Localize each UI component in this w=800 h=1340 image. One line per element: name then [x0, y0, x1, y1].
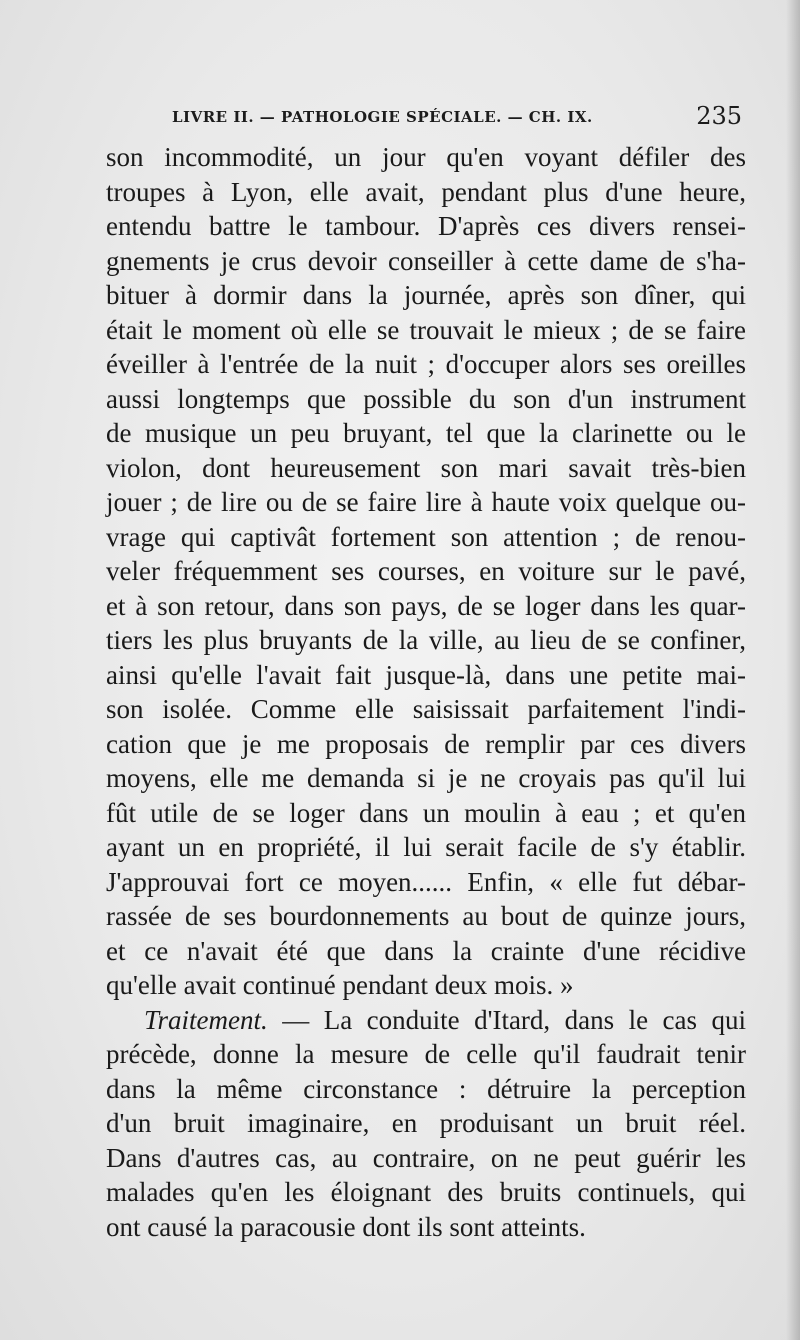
- text-line: son isolée. Comme elle saisissait parfaitement l'indi-: [106, 694, 746, 724]
- text-line: ont causé la paracousie dont ils sont atteints.: [106, 1211, 586, 1242]
- text-line: d'un bruit imaginaire, en produisant un bruit réel.: [106, 1108, 746, 1138]
- body-text: [106, 140, 746, 1244]
- page-gutter-shadow: [786, 0, 800, 1340]
- text-line: et ce n'avait été que dans la crainte d'une récidive: [106, 935, 746, 966]
- running-head: [172, 102, 742, 132]
- text-line: vrage qui captivât fortement son attention ; de renou-: [106, 521, 746, 552]
- text-line: jouer ; de lire ou de se faire lire à haute voix quelque ou-: [106, 487, 746, 517]
- text-line: entendu battre le tambour. D'après ces divers rensei-: [106, 211, 746, 241]
- text-line: ayant un en propriété, il lui serait facile de s'y établir.: [106, 832, 746, 862]
- text-line: fût utile de se loger dans un moulin à eau ; et qu'en: [106, 797, 746, 828]
- text-line: Dans d'autres cas, au contraire, on ne peut guérir les: [106, 1142, 746, 1173]
- running-head-title: LIVRE II. — PATHOLOGIE SPÉCIALE. — CH. IX.: [172, 108, 593, 126]
- text-line: rassée de ses bourdonnements au bout de quinze jours,: [106, 901, 746, 931]
- text-line: dans la même circonstance : détruire la perception: [106, 1073, 746, 1104]
- text-line: ainsi qu'elle l'avait fait jusque-là, dans une petite mai-: [106, 659, 746, 690]
- text-line: éveiller à l'entrée de la nuit ; d'occuper alors ses oreilles: [106, 349, 746, 379]
- text-line: et à son retour, dans son pays, de se loger dans les quar-: [106, 590, 746, 621]
- text-line: moyens, elle me demanda si je ne croyais pas qu'il lui: [106, 763, 746, 793]
- text-line: violon, dont heureusement son mari savait très-bien: [106, 452, 746, 483]
- text-line: tiers les plus bruyants de la ville, au lieu de se confiner,: [106, 625, 746, 655]
- text-line: son incommodité, un jour qu'en voyant défiler des: [106, 142, 746, 172]
- text-line: de musique un peu bruyant, tel que la clarinette ou le: [106, 418, 746, 448]
- text-line: était le moment où elle se trouvait le mieux ; de se faire: [106, 314, 746, 345]
- text-line: veler fréquemment ses courses, en voiture sur le pavé,: [106, 556, 746, 586]
- lead-line-rest: — La conduite d'Itard, dans le cas qui: [267, 1004, 746, 1035]
- text-line: précède, donne la mesure de celle qu'il faudrait tenir: [106, 1039, 746, 1069]
- paragraph-lead-line: [106, 1003, 746, 1038]
- section-lead-italic: Traitement.: [144, 1004, 268, 1035]
- text-line: J'approuvai fort ce moyen...... Enfin, « elle fut débar-: [106, 866, 746, 897]
- text-line: gnements je crus devoir conseiller à cette dame de s'ha-: [106, 245, 746, 276]
- page-number: 235: [696, 102, 742, 130]
- text-line: bituer à dormir dans la journée, après son dîner, qui: [106, 280, 746, 310]
- text-line: aussi longtemps que possible du son d'un instrument: [106, 383, 746, 414]
- text-line: malades qu'en les éloignant des bruits continuels, qui: [106, 1177, 746, 1207]
- text-line: qu'elle avait continué pendant deux mois. »: [106, 970, 574, 1000]
- text-line: cation que je me proposais de remplir par ces divers: [106, 728, 746, 759]
- text-line: troupes à Lyon, elle avait, pendant plus d'une heure,: [106, 176, 746, 207]
